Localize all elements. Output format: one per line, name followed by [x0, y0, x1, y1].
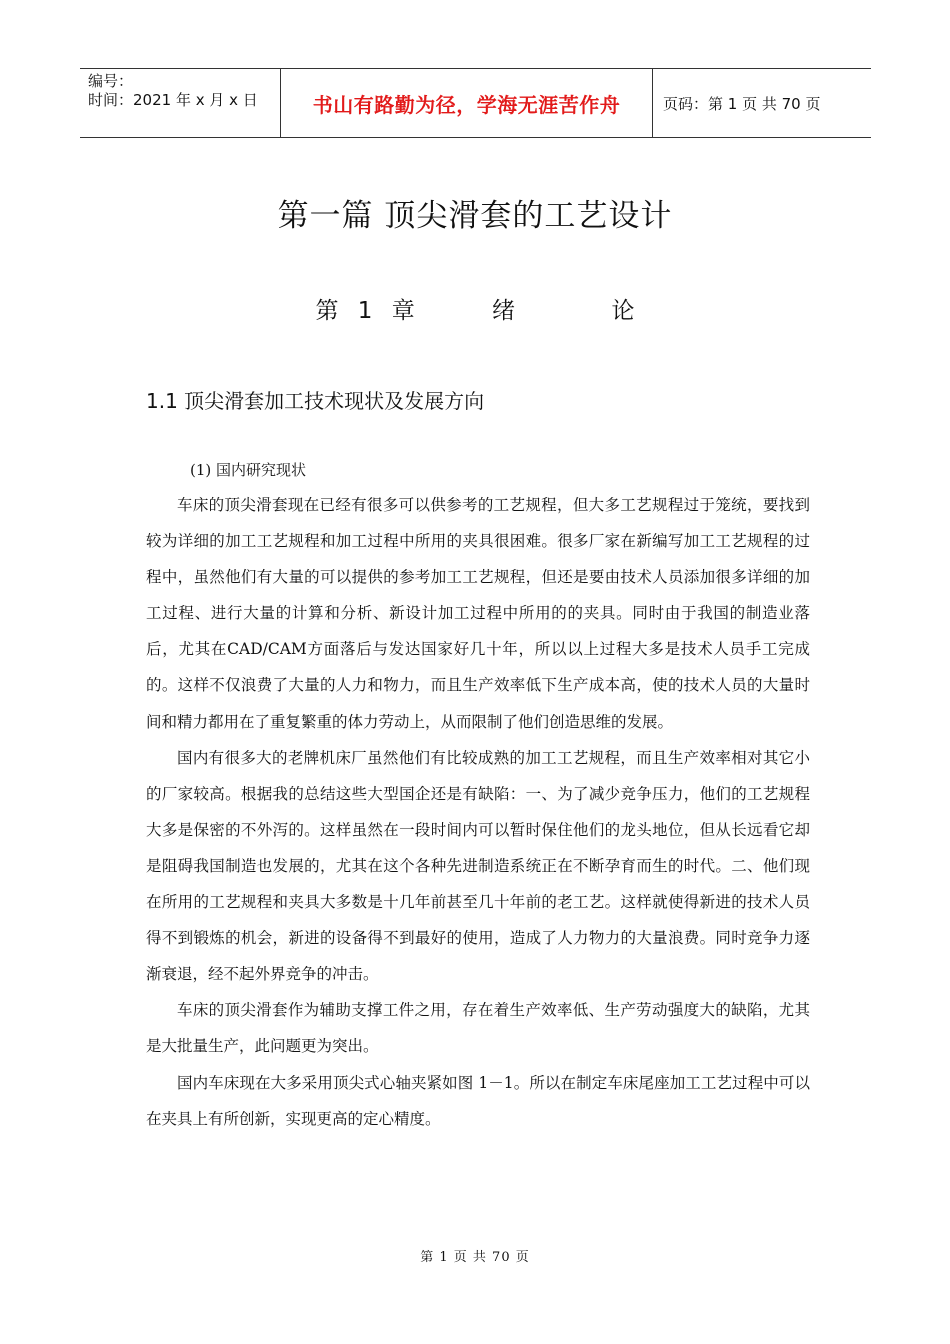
subheading: (1) 国内研究现状 [190, 461, 307, 479]
header-page-cell [653, 69, 871, 137]
header-table [80, 68, 871, 138]
paragraph: 车床的顶尖滑套作为辅助支撑工件之用，存在着生产效率低、生产劳动强度大的缺陷，尤其是大批量生产，此问题更为突出。 [146, 1001, 810, 1056]
body-text [146, 487, 810, 1137]
paragraph: 国内有很多大的老牌机床厂虽然他们有比较成熟的加工工艺规程，而且生产效率相对其它小的厂家较高。根据我的总结这些大型国企还是有缺陷：一、为了减少竞争压力，他们的工艺规程大多是保密的不外泻的。这样虽然在一段时间内可以暂时保住他们的龙头地位，但从长远看它却是阻碍我国制造也发展的，尤其在这个各种先进制造系统正在不断孕育而生的时代。二、他们现在所用的工艺规程和夹具大多数是十几年前甚至几十年前的老工艺。这样就使得新进的技术人员得不到锻炼的机会，新进的设备得不到最好的使用，造成了人力物力的大量浪费。同时竞争力逐渐衰退，经不起外界竞争的冲击。 [146, 748, 810, 984]
section-heading: 1.1 顶尖滑套加工技术现状及发展方向 [146, 389, 485, 413]
time-label: 时间：2021 年 x 月 x 日 [88, 91, 258, 109]
paragraph: 国内车床现在大多采用顶尖式心轴夹紧如图 1－1。所以在制定车床尾座加工工艺过程中可以在夹具上有所创新，实现更高的定心精度。 [146, 1073, 810, 1128]
chapter-title: 第 1 章 绪 论 [315, 298, 635, 324]
header-info-cell [80, 69, 281, 137]
part-title: 第一篇 顶尖滑套的工艺设计 [277, 198, 673, 234]
number-label: 编号： [88, 72, 134, 90]
page-label: 页码：第 1 页 共 70 页 [663, 94, 821, 113]
page-footer: 第 1 页 共 70 页 [420, 1250, 530, 1265]
header-motto-cell [281, 69, 653, 137]
motto-text: 书山有路勤为径，学海无涯苦作舟 [312, 92, 621, 117]
paragraph: 车床的顶尖滑套现在已经有很多可以供参考的工艺规程，但大多工艺规程过于笼统，要找到较为详细的加工工艺规程和加工过程中所用的夹具很困难。很多厂家在新编写加工工艺规程的过程中，虽然他们有大量的可以提供的参考加工工艺规程，但还是要由技术人员添加很多详细的加工过程、进行大量的计算和分析、新设计加工过程中所用的的夹具。同时由于我国的制造业落后，尤其在CAD/CAM方面落后与发达国家好几十年，所以以上过程大多是技术人员手工完成的。这样不仅浪费了大量的人力和物力，而且生产效率低下生产成本高，使的技术人员的大量时间和精力都用在了重复繁重的体力劳动上，从而限制了他们创造思维的发展。 [146, 496, 810, 731]
